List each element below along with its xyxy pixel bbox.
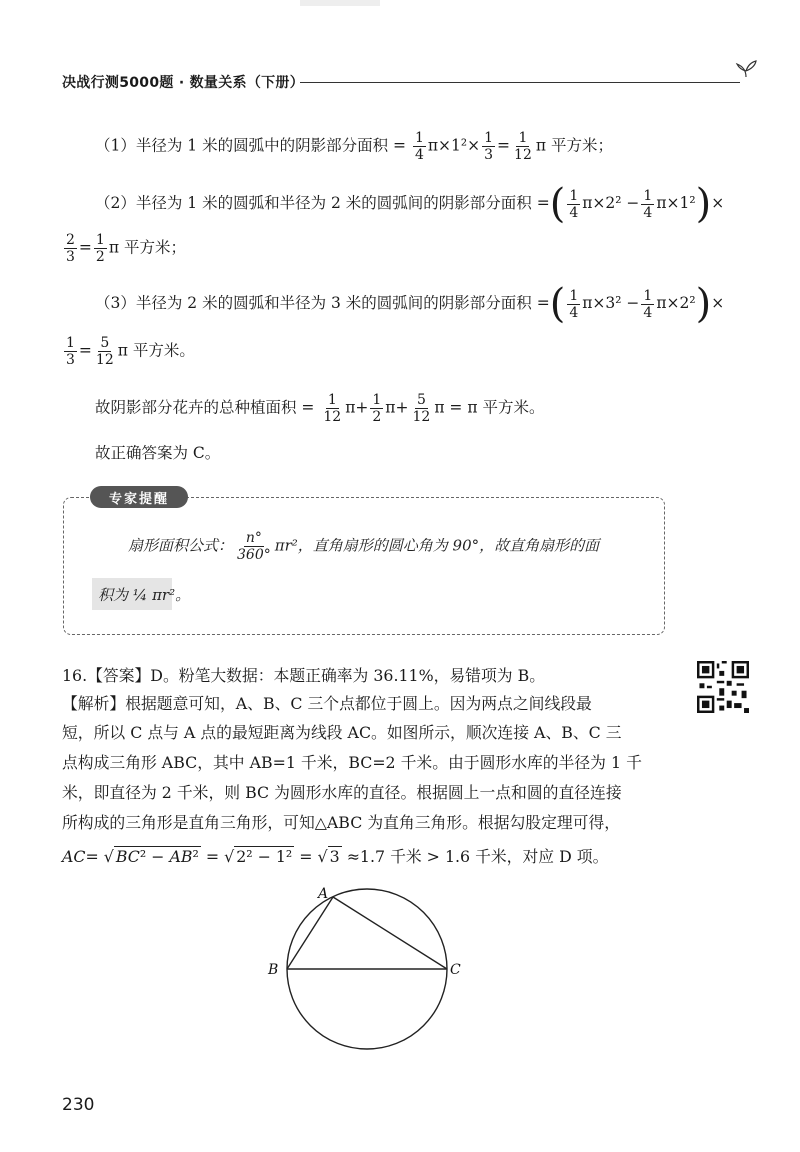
segment-ac [333,897,447,969]
q16-analysis-line-4: 米，即直径为 2 千米，则 BC 为圆形水库的直径。根据圆上一点和圆的直径连接 [62,783,622,802]
solution-line-3: （3）半径为 2 米的圆弧和半径为 3 米的圆弧间的阴影部分面积 =( $\frac{1}{4}$ π×3² − $\frac{1}{4}$ π×2²)× [95,281,725,327]
tip-tab: 专家提醒 [90,486,188,508]
tip-line-1-prefix: 扇形面积公式： [128,536,234,555]
circle-triangle-figure [260,880,480,1060]
q16-formula: AC= √ BC² − AB² = √ 2² − 1² = √ 3 ≈1.7 千米 > 1.6 千米，对应 D 项。 [62,847,609,866]
q16-answer-line: 16.【答案】D。粉笔大数据：本题正确率为 36.11%，易错项为 B。 [62,666,546,685]
solution-answer: 故正确答案为 C。 [95,444,221,462]
q16-analysis-line-5: 所构成的三角形是直角三角形，可知△ABC 为直角三角形。根据勾股定理可得， [62,813,621,832]
fraction: $\frac{1}{3}$ [484,130,494,163]
qr-code-icon [697,661,749,713]
solution-line-2b-suffix: π 平方米； [108,238,186,257]
q16-formula-tail: ≈1.7 千米 > 1.6 千米，对应 D 项。 [346,847,609,866]
header-rule [300,82,740,83]
point-label-a: A [318,886,329,902]
solution-line-1-prefix: （1）半径为 1 米的圆弧中的阴影部分面积 = [95,136,406,155]
q16-analysis-line-3: 点构成三角形 ABC，其中 AB=1 千米，BC=2 千米。由于圆形水库的半径为 1 千 [62,753,642,772]
solution-line-2b: $\frac{2}{3}$ = $\frac{1}{2}$ π 平方米； [66,232,186,265]
tip-line-2: 积为 ¼ πr²。 [98,586,191,604]
solution-line-3-prefix: （3）半径为 2 米的圆弧和半径为 3 米的圆弧间的阴影部分面积 = [95,294,550,312]
q16-analysis-line-2: 短，所以 C 点与 A 点的最短距离为线段 AC。如图所示，顺次连接 A、B、C 三 [62,723,622,742]
solution-line-3b: $\frac{1}{3}$ = $\frac{5}{12}$ π 平方米。 [66,335,195,368]
solution-line-1-suffix: π 平方米； [535,136,613,155]
solution-line-3b-suffix: π 平方米。 [117,341,195,360]
fraction [235,530,273,563]
solution-total-suffix: π = π 平方米。 [434,398,545,417]
point-label-b: B [268,962,279,978]
solution-line-2: （2）半径为 1 米的圆弧和半径为 2 米的圆弧间的阴影部分面积 =( $\frac{1}{4}$ π×2² − $\frac{1}{4}$ π×1²)× [95,181,725,227]
tip-line-1-suffix: πr²，直角扇形的圆心角为 90°，故直角扇形的面 [274,536,600,555]
fraction: $\frac{1}{12}$ [514,130,532,163]
leaf-icon [734,58,758,78]
scan-smudge [300,0,380,6]
solution-total: 故阴影部分花卉的总种植面积 = $\frac{1}{12}$ π+ $\frac{1}{2}$ π+ $\frac{5}{12}$ π = π 平方米。 [95,392,545,425]
solution-line-1: （1）半径为 1 米的圆弧中的阴影部分面积 = $\frac{1}{4}$ π×1²× $\frac{1}{3}$ = $\frac{1}{12}$ π 平方米； [95,130,613,163]
solution-line-2-prefix: （2）半径为 1 米的圆弧和半径为 2 米的圆弧间的阴影部分面积 = [95,194,550,212]
tip-frac-den: 360° [237,547,271,563]
segment-ab [287,897,333,969]
solution-total-prefix: 故阴影部分花卉的总种植面积 = [95,398,315,417]
tip-box [63,497,665,635]
tip-line-1 [128,530,599,563]
point-label-c: C [450,962,461,978]
fraction: $\frac{1}{4}$ [414,130,424,163]
header-title: 决战行测5000题 · 数量关系（下册） [62,75,305,91]
tip-frac-num: n° [245,530,262,546]
page-number: 230 [62,1095,95,1115]
q16-analysis-line-1: 【解析】根据题意可知，A、B、C 三个点都位于圆上。因为两点之间线段最 [62,694,592,713]
